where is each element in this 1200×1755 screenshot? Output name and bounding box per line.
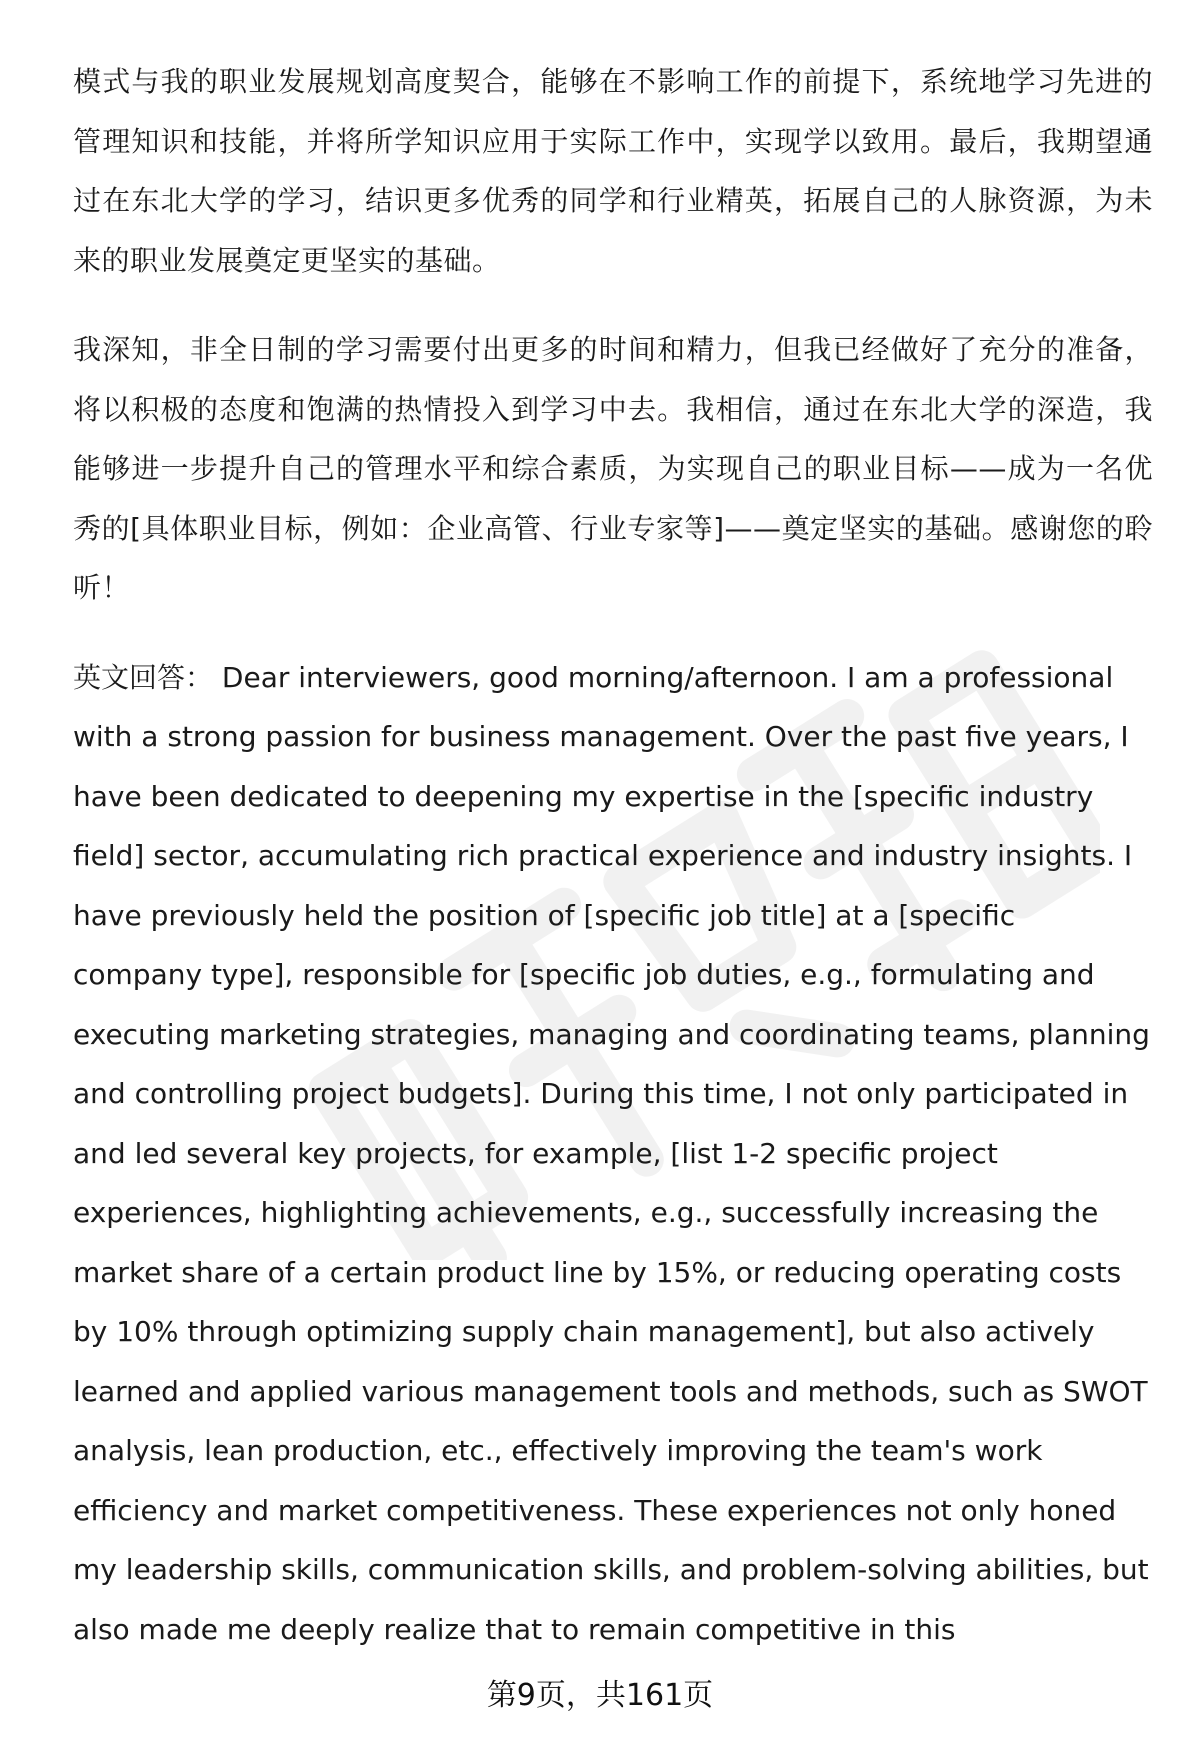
paragraph-2: 我深知，非全日制的学习需要付出更多的时间和精力，但我已经做好了充分的准备，将以积极的态度和饱满的热情投入到学习中去。我相信，通过在东北大学的深造，我能够进一步提升自己的管理水平和综合素质，为实现自己的职业目标——成为一名优秀的[具体职业目标，例如：企业高管、行业专家等]——奠定坚实的基础。感谢您的聆听！ xyxy=(73,333,1153,604)
document-body xyxy=(73,52,1153,1659)
page-footer-page-number: 第9页，共161页 xyxy=(486,1678,714,1713)
paragraph-3-english-answer: 英文回答： Dear interviewers, good morning/afternoon. I am a professional with a strong passion for business management. Over the past five years, I have been dedicated to deepening my expertise in the [specific industry field] sector, accumulating rich practical experience and industry insights. I have previously held the position of [specific job title] at a [specific company type], responsible for [specific job duties, e.g., formulating and executing marketing strategies, managing and coordinating teams, planning and controlling project budgets]. During this time, I not only participated in and led several key projects, for example, [list 1-2 specific project experiences, highlighting achievements, e.g., successfully increasing the market share of a certain product line by 15%, or reducing operating costs by 10% through optimizing supply chain management], but also actively learned and applied various management tools and methods, such as SWOT analysis, lean production, etc., effectively improving the team's work efficiency and market competitiveness. These experiences not only honed my leadership skills, communication skills, and problem-solving abilities, but also made me deeply realize that to remain competitive in this xyxy=(73,660,1150,1646)
paragraph-1: 模式与我的职业发展规划高度契合，能够在不影响工作的前提下，系统地学习先进的管理知识和技能，并将所学知识应用于实际工作中，实现学以致用。最后，我期望通过在东北大学的学习，结识更多优秀的同学和行业精英，拓展自己的人脉资源，为未来的职业发展奠定更坚实的基础。 xyxy=(73,65,1153,277)
